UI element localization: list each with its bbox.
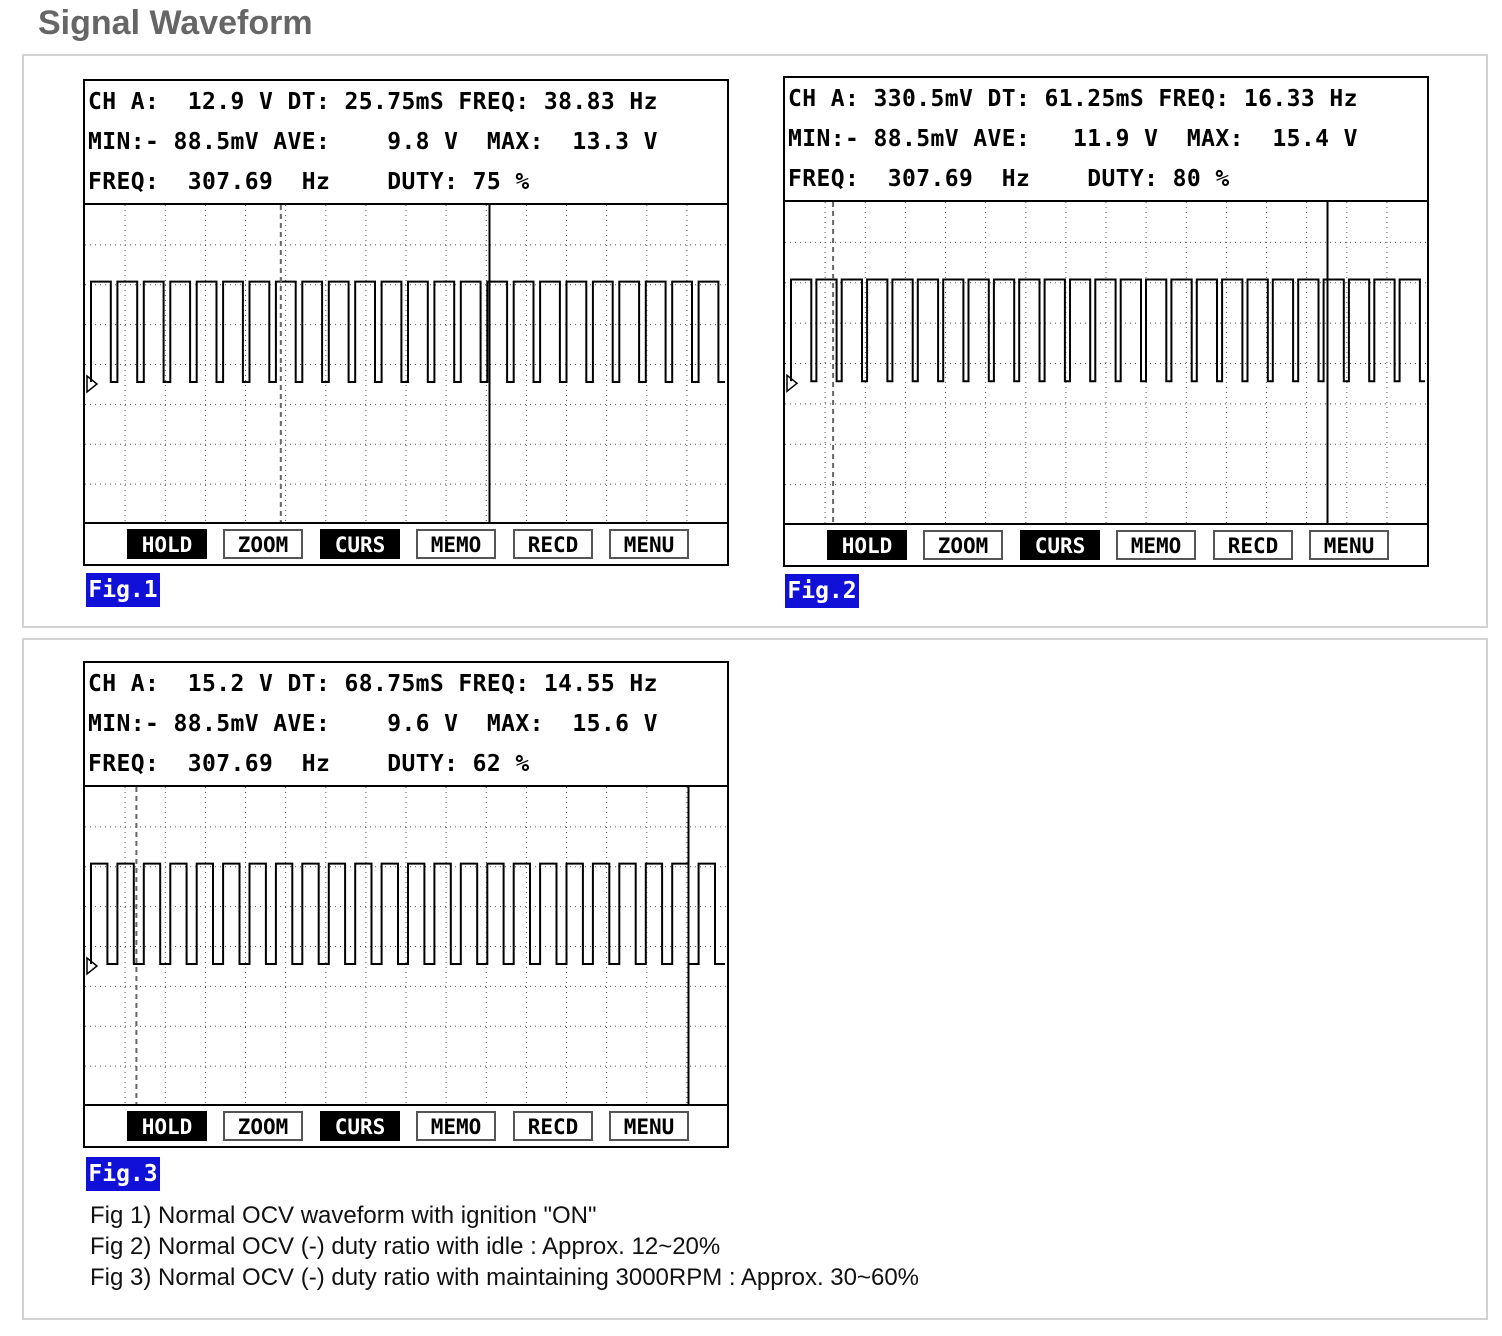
waveform-plot [85, 787, 727, 1106]
fig-badge: Fig.3 [86, 1157, 160, 1191]
recd-softkey[interactable]: RECD [1213, 530, 1293, 560]
waveform-screen [85, 787, 727, 1106]
signal-trace [791, 280, 1425, 382]
signal-trace [91, 864, 725, 964]
readout-line-1: CH A: 15.2 V DT: 68.75mS FREQ: 14.55 Hz [88, 671, 658, 697]
zoom-softkey[interactable]: ZOOM [223, 1111, 303, 1141]
softkey-bar [85, 522, 727, 564]
curs-softkey[interactable]: CURS [320, 1111, 400, 1141]
hold-softkey[interactable]: HOLD [827, 530, 907, 560]
softkey-bar [85, 1104, 727, 1146]
menu-softkey[interactable]: MENU [609, 529, 689, 559]
caption-fig2: Fig 2) Normal OCV (-) duty ratio with idle : Approx. 12~20% [90, 1233, 721, 1260]
readout-line-3: FREQ: 307.69 Hz DUTY: 80 % [788, 166, 1230, 192]
readout-panel [85, 663, 727, 787]
softkey-bar [785, 523, 1427, 565]
caption-list [90, 1200, 919, 1293]
signal-trace [91, 282, 725, 382]
page-title: Signal Waveform [38, 4, 313, 42]
readout-line-2: MIN:- 88.5mV AVE: 9.8 V MAX: 13.3 V [88, 129, 658, 155]
readout-line-2: MIN:- 88.5mV AVE: 9.6 V MAX: 15.6 V [88, 711, 658, 737]
curs-softkey[interactable]: CURS [320, 529, 400, 559]
menu-softkey[interactable]: MENU [1309, 530, 1389, 560]
memo-softkey[interactable]: MEMO [416, 1111, 496, 1141]
readout-line-1: CH A: 12.9 V DT: 25.75mS FREQ: 38.83 Hz [88, 89, 658, 115]
memo-softkey[interactable]: MEMO [416, 529, 496, 559]
waveform-plot [785, 202, 1427, 525]
memo-softkey[interactable]: MEMO [1116, 530, 1196, 560]
recd-softkey[interactable]: RECD [513, 529, 593, 559]
scope-display-fig3 [83, 661, 729, 1148]
waveform-plot [85, 205, 727, 524]
zoom-softkey[interactable]: ZOOM [923, 530, 1003, 560]
hold-softkey[interactable]: HOLD [127, 529, 207, 559]
waveform-screen [785, 202, 1427, 521]
fig-badge: Fig.2 [785, 574, 859, 608]
zoom-softkey[interactable]: ZOOM [223, 529, 303, 559]
readout-line-1: CH A: 330.5mV DT: 61.25mS FREQ: 16.33 Hz [788, 86, 1358, 112]
curs-softkey[interactable]: CURS [1020, 530, 1100, 560]
recd-softkey[interactable]: RECD [513, 1111, 593, 1141]
readout-line-2: MIN:- 88.5mV AVE: 11.9 V MAX: 15.4 V [788, 126, 1358, 152]
hold-softkey[interactable]: HOLD [127, 1111, 207, 1141]
scope-display-fig1 [83, 79, 729, 566]
waveform-screen [85, 205, 727, 524]
fig-badge: Fig.1 [86, 573, 160, 607]
readout-line-3: FREQ: 307.69 Hz DUTY: 75 % [88, 169, 530, 195]
caption-fig1: Fig 1) Normal OCV waveform with ignition "ON" [90, 1202, 597, 1229]
readout-panel [785, 78, 1427, 202]
caption-fig3: Fig 3) Normal OCV (-) duty ratio with maintaining 3000RPM : Approx. 30~60% [90, 1264, 920, 1291]
scope-display-fig2 [783, 76, 1429, 567]
readout-panel [85, 81, 727, 205]
menu-softkey[interactable]: MENU [609, 1111, 689, 1141]
readout-line-3: FREQ: 307.69 Hz DUTY: 62 % [88, 751, 530, 777]
